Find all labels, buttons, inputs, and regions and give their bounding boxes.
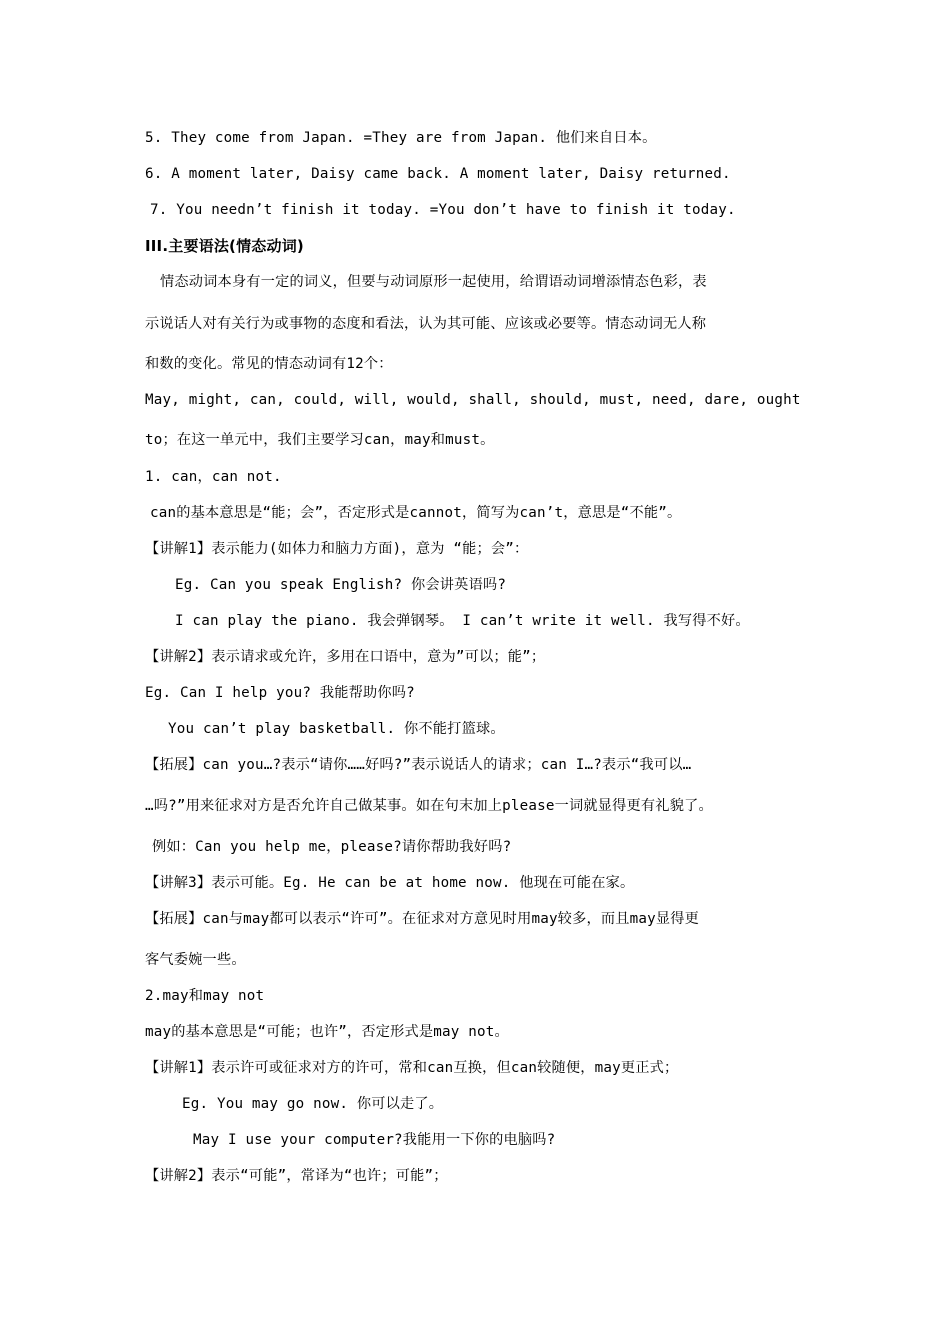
extension-2: 【拓展】can与may都可以表示“许可”。在征求对方意见时用may较多，而且may显得更 xyxy=(145,911,700,927)
example-line: Eg. You may go now. 你可以走了。 xyxy=(182,1096,444,1112)
paragraph-line: can的基本意思是“能；会”，否定形式是cannot，简写为can’t，意思是“不能”。 xyxy=(150,505,682,521)
sentence-5: 5. They come from Japan. =They are from Japan. 他们来自日本。 xyxy=(145,130,657,146)
extension-1: 【拓展】can you…?表示“请你……好吗?”表示说话人的请求；can I…?表示“我可以… xyxy=(145,757,692,773)
paragraph-line: 情态动词本身有一定的词义，但要与动词原形一起使用，给谓语动词增添情态色彩，表 xyxy=(160,274,707,290)
extension-2-cont: 客气委婉一些。 xyxy=(145,952,246,968)
modal-verb-list: May, might, can, could, will, would, shall, should, must, need, dare, ought xyxy=(145,392,801,408)
explanation-may-1: 【讲解1】表示许可或征求对方的许可，常和can互换，但can较随便，may更正式； xyxy=(145,1060,679,1076)
sentence-7: 7. You needn’t finish it today. =You don’t have to finish it today. xyxy=(150,202,736,218)
subsection-may: 2.may和may not xyxy=(145,988,265,1004)
example-line: Eg. Can I help you? 我能帮助你吗? xyxy=(145,685,415,701)
paragraph-line: 示说话人对有关行为或事物的态度和看法，认为其可能、应该或必要等。情态动词无人称 xyxy=(145,316,707,332)
example-line: May I use your computer?我能用一下你的电脑吗? xyxy=(193,1132,556,1148)
explanation-1: 【讲解1】表示能力(如体力和脑力方面)，意为 “能；会”： xyxy=(145,541,529,557)
section-heading-grammar: III.主要语法(情态动词) xyxy=(145,237,304,255)
paragraph-line: may的基本意思是“可能；也许”，否定形式是may not。 xyxy=(145,1024,509,1040)
extension-1-cont: …吗?”用来征求对方是否允许自己做某事。如在句末加上please一词就显得更有礼貌了。 xyxy=(145,798,713,814)
example-line: I can play the piano. 我会弹钢琴。 I can’t write it well. 我写得不好。 xyxy=(175,613,750,629)
modal-verb-list-cont: to；在这一单元中，我们主要学习can，may和must。 xyxy=(145,432,495,448)
example-line: 例如：Can you help me，please?请你帮助我好吗? xyxy=(152,839,512,855)
example-line: You can’t play basketball. 你不能打篮球。 xyxy=(168,721,505,737)
example-line: Eg. Can you speak English? 你会讲英语吗? xyxy=(175,577,507,593)
explanation-may-2: 【讲解2】表示“可能”，常译为“也许；可能”； xyxy=(145,1168,448,1184)
explanation-3: 【讲解3】表示可能。Eg. He can be at home now. 他现在可能在家。 xyxy=(145,875,635,891)
subsection-can: 1. can，can not. xyxy=(145,469,282,485)
explanation-2: 【讲解2】表示请求或允许，多用在口语中，意为”可以；能”； xyxy=(145,649,546,665)
sentence-6: 6. A moment later, Daisy came back. A moment later, Daisy returned. xyxy=(145,166,731,182)
paragraph-line: 和数的变化。常见的情态动词有12个： xyxy=(145,356,393,372)
